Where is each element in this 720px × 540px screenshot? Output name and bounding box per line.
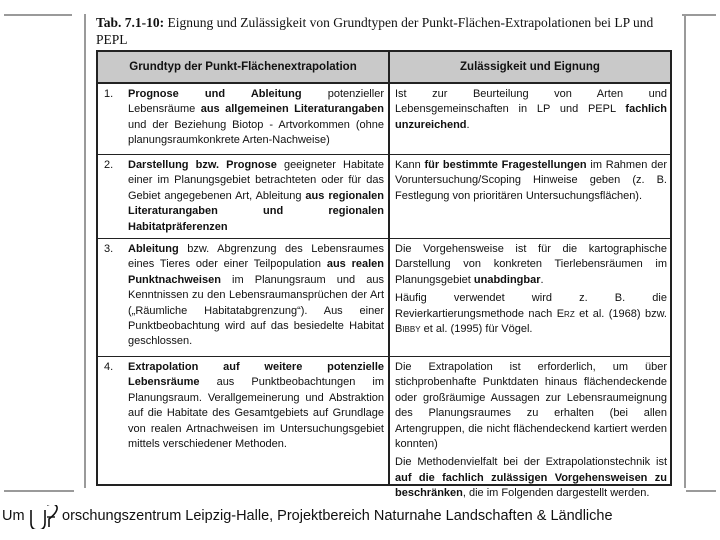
- table-header: [98, 52, 670, 84]
- row-suitability-cell: [395, 158, 667, 204]
- row-number: 2.: [104, 159, 114, 171]
- text-run: geeigneter Habitate einer im Planungsgebiet betrachteten oder für das Gebiet angegebenen Art, Ableitung: [128, 159, 384, 202]
- cell-paragraph: [395, 87, 667, 133]
- footer-prefix: Um: [2, 508, 25, 524]
- header-basic-type: Grundtyp der Punkt-Flächenextrapolation: [129, 61, 357, 73]
- text-run: .: [466, 118, 470, 131]
- cell-paragraph: [395, 455, 667, 501]
- header-admissibility: Zulässigkeit und Eignung: [460, 61, 600, 73]
- table-row: [98, 154, 670, 239]
- text-run: potenzieller Lebensräume: [128, 88, 384, 116]
- text-run: Häufig verwendet wird z. B. die Revierkartierungsmethode nach: [395, 292, 667, 320]
- text-run: Kann: [395, 159, 425, 171]
- text-run: .: [540, 273, 544, 286]
- bold-text-run: fachlich unzureichend: [395, 103, 667, 131]
- bold-text-run: unabdingbar: [473, 273, 541, 286]
- text-run: Ist zur Beurteilung von Arten und Lebensgemeinschaften in LP und PEPL: [395, 88, 667, 116]
- row-type-cell: [128, 87, 384, 149]
- row-suitability-cell: [395, 242, 667, 337]
- footer-text: orschungszentrum Leipzig-Halle, Projektbereich Naturnahe Landschaften & Ländliche: [62, 508, 613, 524]
- text-run: Die Methodenvielfalt bei der Extrapolationstechnik ist: [395, 456, 667, 469]
- table-caption: [96, 14, 676, 48]
- text-run: et al. (1995) für Vögel.: [420, 323, 533, 336]
- bold-text-run: aus regionalen Literaturangaben und regionalen Habitatpräferenzen: [128, 189, 384, 233]
- text-run: , die im Folgenden dargestellt werden.: [462, 487, 650, 500]
- right-margin-rule: [684, 14, 686, 488]
- caption-text: Eignung und Zulässigkeit von Grundtypen der Punkt-Flächen-Extrapolationen bei LP und PEPL: [96, 15, 654, 47]
- top-rule-right: [682, 14, 716, 16]
- left-margin-rule: [84, 14, 86, 488]
- bold-text-run: für bestimmte Fragestellungen: [424, 159, 587, 171]
- table-row: [98, 238, 670, 357]
- row-number: 1.: [104, 88, 114, 100]
- author-name-run: Erz: [556, 307, 575, 320]
- row-suitability-cell: [395, 87, 667, 133]
- author-name-run: Bibby: [395, 323, 421, 336]
- text-run: Die Vorgehensweise ist für die kartographische Darstellung von konkreten Tierlebensräumen im Planungsgebiet: [395, 243, 667, 286]
- text-run: im Planungsraum und aus Kenntnissen zu den Lebensraumansprüchen der Art („Räumliche Habitatabgrenzung“). Aus einer Punktbeobachtung wird auf das besiedelte Habitat geschlossen.: [128, 273, 384, 348]
- text-run: aus Punktbeobachtungen im Planungsraum. Verallgemeinerung und Abstraktion auf die Habitate des Gesamtgebiets auf Grundlage von realen Artnachweisen im Untersuchungsgebiet mittels verschiedener Methoden.: [128, 376, 384, 451]
- suitability-table: [96, 50, 672, 500]
- text-run: im Rahmen der Voruntersuchung/Scoping Hinweise geben (z. B. Festlegung von prioritären Untersuchungsflächen).: [395, 159, 667, 202]
- row-suitability-cell: [395, 360, 667, 502]
- bottom-rule-left: [4, 490, 74, 492]
- bold-text-run: Extrapolation auf weitere potenzielle Lebensräume: [128, 361, 384, 389]
- cell-paragraph: [395, 291, 667, 337]
- bold-text-run: Ableitung: [128, 243, 179, 255]
- table-row: [98, 84, 670, 154]
- text-run: Die Extrapolation ist erforderlich, um über stichprobenhafte Punktdaten hinaus flächendeckende oder großräumige Aussagen zur Lebensraumeignung des Planungsraumes zu erhalten (bei allen Artengruppen, die nicht flächendeckend kartiert werden konnten): [395, 361, 667, 451]
- text-run: und der Beziehung Biotop - Artvorkommen (ohne planungsraumkonkrete Arten-Nachweise): [128, 118, 384, 147]
- row-number: 3.: [104, 243, 114, 255]
- row-number: 4.: [104, 361, 114, 373]
- row-type-cell: [128, 158, 384, 235]
- bold-text-run: aus allgemeinen Literaturangaben: [200, 103, 384, 116]
- bottom-rule-right: [686, 490, 716, 492]
- row-type-cell: [128, 360, 384, 452]
- bold-text-run: aus realen Punktnachweisen: [128, 258, 384, 286]
- cell-paragraph: [395, 158, 667, 204]
- table-row: [98, 356, 670, 500]
- bold-text-run: Prognose und Ableitung: [128, 88, 302, 100]
- bold-text-run: auf die fachlich zulässigen Vorgehensweisen zu beschränken: [395, 471, 667, 500]
- top-rule-left: [4, 14, 72, 16]
- cell-paragraph: [395, 360, 667, 452]
- text-run: et al. (1968) bzw.: [574, 307, 667, 320]
- footer-bar: [0, 501, 720, 529]
- ufz-logo-icon: UFZ: [26, 505, 62, 529]
- cell-paragraph: [395, 242, 667, 288]
- row-type-cell: [128, 242, 384, 350]
- caption-number: Tab. 7.1-10:: [96, 15, 165, 30]
- text-run: bzw. Abgrenzung des Lebensraumes eines Tieres oder einer Teilpopulation: [128, 243, 384, 271]
- bold-text-run: Darstellung bzw. Prognose: [128, 159, 277, 171]
